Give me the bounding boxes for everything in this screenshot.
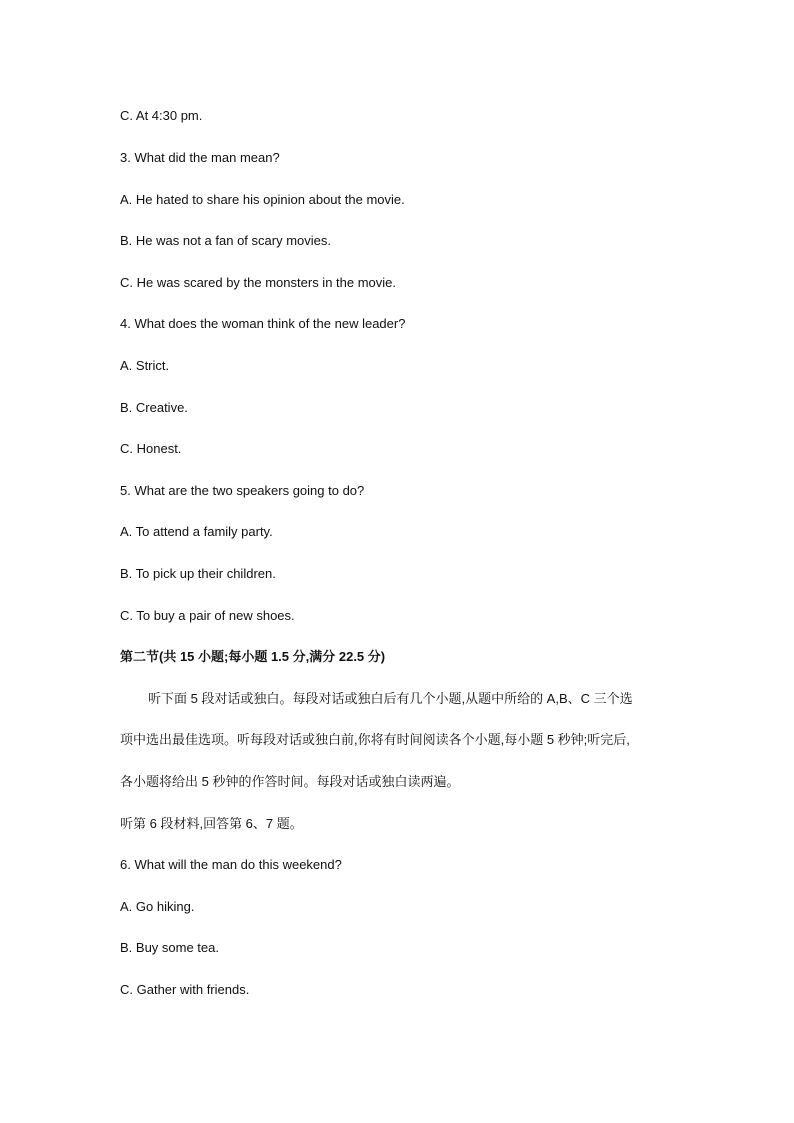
option-5b: B. To pick up their children. [120, 566, 276, 581]
option-6b: B. Buy some tea. [120, 940, 219, 955]
option-3b: B. He was not a fan of scary movies. [120, 233, 331, 248]
material-intro: 听第 6 段材料,回答第 6、7 题。 [120, 816, 303, 831]
option-6a: A. Go hiking. [120, 899, 195, 914]
option-4c: C. Honest. [120, 441, 182, 456]
question-4: 4. What does the woman think of the new leader? [120, 316, 406, 331]
option-6c: C. Gather with friends. [120, 982, 250, 997]
option-5a: A. To attend a family party. [120, 524, 273, 539]
section-heading: 第二节(共 15 小题;每小题 1.5 分,满分 22.5 分) [120, 649, 386, 664]
option-4a: A. Strict. [120, 358, 170, 373]
instructions-line-3: 各小题将给出 5 秒钟的作答时间。每段对话或独白读两遍。 [120, 774, 460, 789]
option-3a: A. He hated to share his opinion about the movie. [120, 192, 405, 207]
instructions-line-1: 听下面 5 段对话或独白。每段对话或独白后有几个小题,从题中所给的 A,B、C 三个选 [148, 691, 633, 706]
option-3c: C. He was scared by the monsters in the movie. [120, 275, 397, 290]
option-2c: C. At 4:30 pm. [120, 108, 203, 123]
question-6: 6. What will the man do this weekend? [120, 857, 342, 872]
option-5c: C. To buy a pair of new shoes. [120, 608, 295, 623]
question-3: 3. What did the man mean? [120, 150, 280, 165]
question-5: 5. What are the two speakers going to do? [120, 483, 365, 498]
instructions-line-2: 项中选出最佳选项。听每段对话或独白前,你将有时间阅读各个小题,每小题 5 秒钟;听完后, [120, 732, 630, 747]
option-4b: B. Creative. [120, 400, 188, 415]
